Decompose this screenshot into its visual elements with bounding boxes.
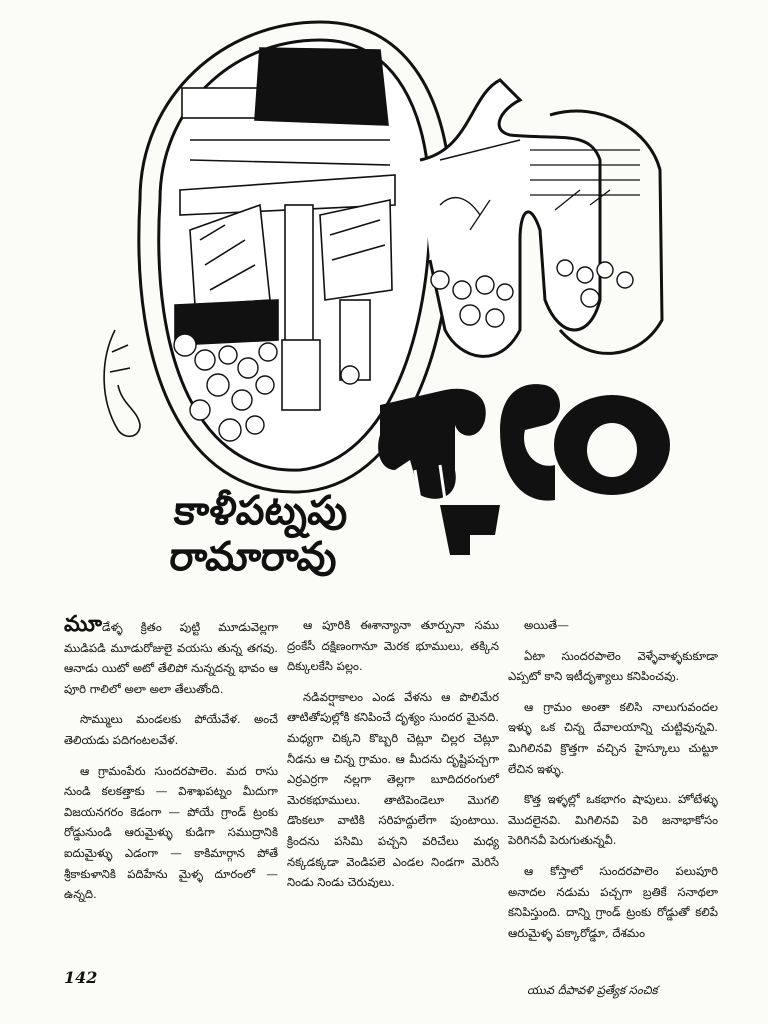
author-line-2: రామారావు bbox=[167, 534, 340, 580]
paragraph: అయితే— bbox=[524, 618, 569, 632]
paragraph: ఆ గ్రామంపేరు సుందరపాలెం. మద రాసు నుండి కలకత్తాకు — విశాఖపట్నం మీదుగా విజయనగరం కెడంగా — పోయే గ్రాండ్ ట్రంకు రోడ్డునుండి ఆరుమైళ్ళు కుడిగా సముద్రానికి ఐదుమైళ్ళు ఎడంగా — కాకిమార్గాన పోతే శ్రీకాకుళానికి పదిహేను మైళ్ళ దూరంలో — ఉన్నది. bbox=[64, 763, 278, 902]
title-letter-nam bbox=[378, 384, 670, 555]
paragraph-text: డేళ్ళ క్రితం పుట్టి మూడువెల్లగా ముడిపడి మూడురోజులై వయసు తున్న తగవు. ఆనాడు యిటో అటో తేలిపో నున్నదన్న భావం ఆ పూరి గాలిలో అలా అలా తేలుతోంది. bbox=[64, 620, 278, 696]
drop-cap: మూ bbox=[64, 611, 102, 637]
text-column-2 bbox=[287, 615, 499, 903]
publication-footer: యువ దీపావళి ప్రత్యేక సంచిక bbox=[527, 983, 658, 997]
paragraph: సొమ్ములు మండలకు పోయేవేళ. అంచే తెలియడు పదిగంటలవేళ. bbox=[64, 712, 278, 747]
author-line-1: కాళీపట్నపు bbox=[172, 488, 351, 534]
text-column-1 bbox=[64, 611, 278, 915]
paragraph: ఆ గ్రామం అంతా కలిసి నాలుగువందల ఇళ్ళు ఒక చిన్న దేవాలయాన్ని చుట్టివున్నవి. మిగిలినవి క్రొత్తగా వచ్చిన హైస్కూలు చుట్టూ లేచిన ఇళ్ళు. bbox=[508, 699, 718, 776]
paragraph bbox=[64, 611, 278, 699]
artist-signature bbox=[104, 330, 140, 436]
paragraph: ఆ కోస్తాలో సుందరపాలెం పలుపూరి అనాదల నడుమ పచ్చగా బ్రతికే సనాథలా కనిపిస్తుంది. దాన్ని గ్రాండ్ ట్రంకు రోడ్డుతో కలిపే ఆరుమైళ్ళ పక్కారోడ్డూ, దేశమం bbox=[508, 863, 718, 940]
paragraph: ఆ పూరికి ఈశాన్యానా తూర్పునా సము ద్రంకేసీ దక్షిణంగానూ మెరక భూములు, తక్కిన దిక్కులకేసి పల్లం. bbox=[287, 618, 499, 674]
text-column-3 bbox=[508, 615, 718, 953]
paragraph: నడివర్షాకాలం ఎండ వేళను ఆ పొలిమేర తాటితోపుల్లోకి కనిపించే దృశ్యం సుందర మైనది. మధ్యగా చిక్కని కొబ్బరి చెట్లూ చిల్లర చెట్లూ నీడను ఆ చిన్న గ్రామం. ఆ మీదను దృష్టిపచ్చగా ఎర్రఎర్రగా నల్లగా తెల్లగా బూదిదరంగులో మెరకభూములు. తాటిపెండెలూ మొగలి డొంకలూ వాటికి సరిహద్దులేగా పుంటాయి. క్రిందను పసిమి పచ్చని వరిచేలు మధ్య నక్కడక్కడా వెండిపలె ఎండల నిండగా మెరిసే నిండు నిండు చెరువులు. bbox=[287, 689, 499, 890]
paragraph: ఏటా సుందరపాలెం వెళ్ళేవాళ్ళకుకూడా ఎప్పటో కాని ఇటీదృశ్యాలు కనిపించవు. bbox=[508, 648, 718, 684]
page-number: 142 bbox=[64, 968, 98, 987]
paragraph: కొత్త ఇళ్ళల్లో ఒకభాగం షాపులు. హోటేళ్ళు మొదలైనవి. మిగిలినవి పెరి జనాభాకోసం పెరిగినవీ పెరుగుతున్నవీ. bbox=[508, 792, 718, 848]
author-name bbox=[167, 488, 417, 580]
